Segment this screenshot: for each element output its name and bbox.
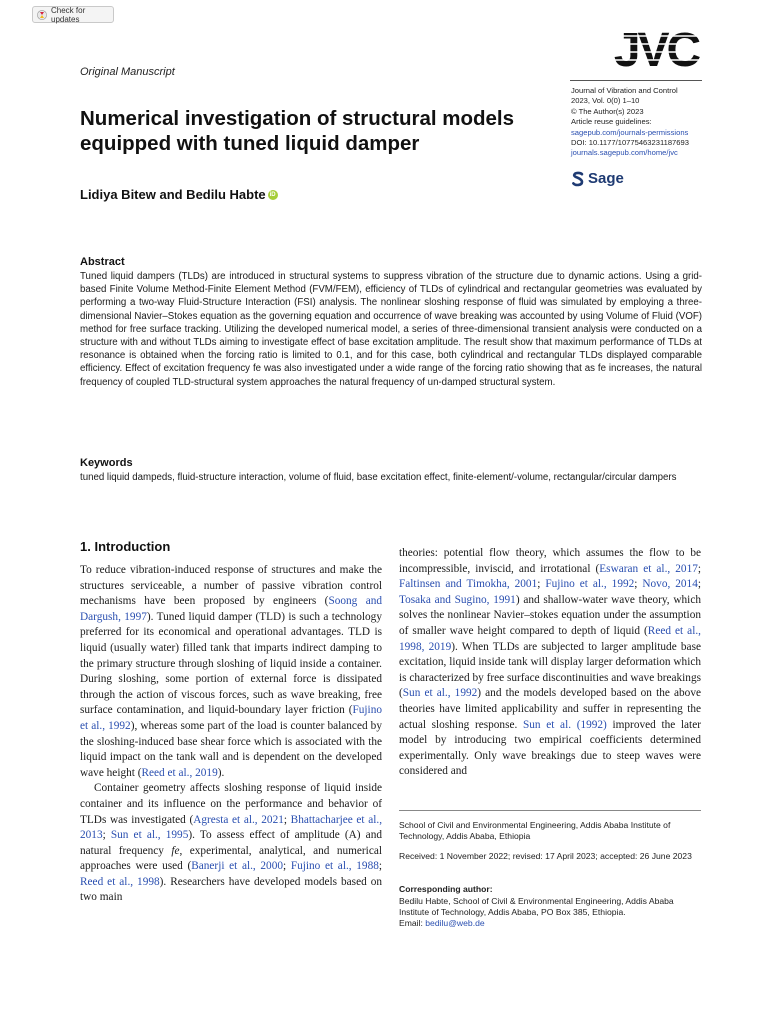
authors: [80, 187, 278, 202]
crossmark-icon: [37, 10, 47, 20]
check-for-updates-button[interactable]: [32, 6, 114, 23]
text-run: ), whereas some part of the load is counter balanced by the sloshing-induced base shear force which is associated with the liquid impact on the tank wall and is dependent on the developed wave height (: [80, 719, 382, 779]
doi: DOI: 10.1177/10775463231187693: [571, 138, 689, 148]
journal-logo-text: JVC: [613, 24, 699, 72]
keywords-text: tuned liquid dampeds, fluid-structure interaction, volume of fluid, base excitation effect, finite-element/-volume, rectangular/circular dampers: [80, 472, 677, 483]
citation-link[interactable]: Eswaran et al., 2017: [599, 562, 698, 575]
text-run: ).: [217, 766, 225, 779]
text-run: ). Researchers have developed models based on two main: [80, 875, 382, 904]
citation-link[interactable]: Fujino et al., 1992: [545, 578, 635, 591]
article-title: Numerical investigation of structural models equipped with tuned liquid damper: [80, 107, 515, 155]
citation-link[interactable]: Tosaka and Sugino, 1991: [399, 593, 516, 606]
abstract-text: Tuned liquid dampers (TLDs) are introduced in structural systems to suppress vibration of the structure due to dynamic actions. Using a grid-based Finite Volume Method-Finite Element Method (FVM/FEM), efficiency of TLDs of cylindrical and rectangular geometries was evaluated by performing a two-way Fluid-Structure Interaction (FSI) analysis. The nonlinear sloshing response of fluid was simulated by employing a three-dimensional Navier–Stokes equation as the governing equation and occurrence of wave breaking was accounted by using Volume of Fluid (VOF) method for free surface tracking. Utilizing the developed numerical model, a series of three-dimensional transient analysis were conducted on a structure with and without TLDs aiming to investigate effect of base excitation amplitude. The result show that maximum performance of TLDs at resonance is obtained when the forcing ratio is limited to 0.1, and for this case, both cylindrical and rectangular TLDs displayed comparable efficiency. Effect of excitation frequency fe was also investigated under a wide range of the forcing ratio showing that as fe increases, the natural frequency of coupled TLD-structural system approaches the natural frequency of un-damped structural system.: [80, 271, 702, 388]
body-column-left: [80, 563, 382, 906]
manuscript-type: Original Manuscript: [80, 66, 175, 78]
journal-homepage-link[interactable]: journals.sagepub.com/home/jvc: [571, 148, 678, 158]
corresponding-author-heading: Corresponding author:: [399, 884, 493, 894]
text-run: , experimental, analytical, and numerical approaches were used (: [80, 844, 382, 873]
email-label: Email:: [399, 918, 426, 929]
text-run: theories: potential flow theory, which assumes the flow to be incompressible, inviscid, and irrotational (: [399, 547, 701, 575]
paragraph: [399, 546, 701, 780]
footnote-divider: [399, 810, 701, 811]
citation-link[interactable]: Sun et al., 1992: [402, 687, 478, 700]
journal-info-line: 2023, Vol. 0(0) 1–10: [571, 96, 640, 106]
affiliation-note: School of Civil and Environmental Engineering, Addis Ababa Institute of Technology, Addis Ababa, Ethiopia: [399, 820, 671, 842]
citation-link[interactable]: Faltinsen and Timokha, 2001: [399, 578, 538, 591]
journal-logo: [610, 24, 702, 72]
permissions-link[interactable]: sagepub.com/journals-permissions: [571, 127, 689, 137]
citation-link[interactable]: Novo, 2014: [642, 578, 698, 591]
citation-link[interactable]: Fujino et al., 1992: [80, 704, 382, 732]
citation-link[interactable]: Reed et al., 2019: [141, 766, 218, 779]
journal-info-line: © The Author(s) 2023: [571, 106, 644, 116]
journal-info-line: Journal of Vibration and Control: [571, 86, 678, 95]
text-run: ) and the models developed based on the above theories have limited applicability and suffer in representing the actual sloshing response.: [399, 687, 701, 731]
abstract-heading: Abstract: [80, 256, 125, 268]
text-run: ;: [283, 813, 291, 826]
email-line: [399, 918, 701, 929]
text-run: ;: [634, 578, 643, 591]
citation-link[interactable]: Agresta et al., 2021: [193, 813, 284, 826]
publisher-logo: [571, 170, 624, 187]
text-run: ;: [378, 860, 383, 873]
text-run: ;: [283, 860, 291, 873]
orcid-icon[interactable]: iD: [269, 191, 276, 198]
citation-link[interactable]: Soong and Dargush, 1997: [80, 595, 383, 623]
body-column-right: [399, 546, 701, 780]
citation-link[interactable]: Reed et al., 1998, 2019: [399, 624, 701, 653]
citation-link[interactable]: Sun et al., 1995: [110, 829, 189, 842]
corresponding-author-address: Bedilu Habte, School of Civil & Environmental Engineering, Addis Ababa Institute of Technology, Addis Ababa, PO Box 385, Ethiopia.: [399, 896, 674, 918]
citation-link[interactable]: Bhattacharjee et al., 2013: [80, 813, 383, 842]
paragraph: [80, 781, 382, 906]
journal-info: [571, 86, 711, 159]
check-for-updates-label: Check for updates: [51, 5, 86, 24]
citation-link[interactable]: Sun et al. (1992): [522, 718, 607, 731]
email-link[interactable]: bedilu@web.de: [425, 918, 485, 929]
text-run: Container geometry affects sloshing response of liquid inside container and its influence on the performance and behavior of TLDs was investigated (: [80, 782, 382, 826]
sage-s-icon: [571, 171, 585, 187]
text-run: ). Tuned liquid damper (TLD) is such a technology preferred for its economical and operational advantages. TLD is liquid (usually water) filled tank that imparts indirect damping to the primary structure through sloshing of liquid inside a container. During sloshing, some portion of external force is dissipated through the action of viscous forces, such as wave breaking, free surface contamination, and liquid-boundary layer friction (: [80, 610, 382, 717]
citation-link[interactable]: Banerji et al., 2000: [191, 860, 284, 873]
text-run: ;: [537, 578, 546, 591]
text-run: To reduce vibration-induced response of structures and make the structures serviceable, a number of passive vibration control mechanisms have been proposed by engineers (: [80, 564, 382, 608]
text-run: ). To assess effect of amplitude (A) and natural frequency: [80, 829, 382, 857]
keywords-heading: Keywords: [80, 457, 133, 469]
author-names: Lidiya Bitew and Bedilu Habte: [80, 187, 266, 202]
text-run: ;: [697, 578, 701, 591]
text-run: ;: [697, 562, 702, 575]
header-rule: [570, 80, 702, 81]
frequency-symbol: fe: [171, 844, 180, 857]
publisher-name: Sage: [588, 170, 624, 187]
text-run: ) and shallow-water wave theory, which solves the nonlinear Navier–stokes equation under the assumption of smaller wave height compared to depth of liquid (: [399, 593, 701, 637]
text-run: improved the later model by introducing two empirical coefficients determined experimentally. Only wave breakings due to steep waves were considered and: [399, 718, 701, 778]
paragraph: [80, 563, 382, 781]
citation-link[interactable]: Reed et al., 1998: [80, 875, 160, 888]
corresponding-author: [399, 896, 701, 930]
citation-link[interactable]: Fujino et al., 1988: [290, 860, 379, 873]
section-heading-introduction: 1. Introduction: [80, 539, 171, 554]
received-dates: Received: 1 November 2022; revised: 17 April 2023; accepted: 26 June 2023: [399, 851, 692, 861]
text-run: ;: [102, 829, 111, 842]
text-run: ). When TLDs are subjected to larger amplitude base excitation, liquid inside tank will display larger deformation which is characterized by free surface discontinuities and wave breakings (: [399, 640, 701, 700]
journal-info-line: Article reuse guidelines:: [571, 117, 652, 127]
